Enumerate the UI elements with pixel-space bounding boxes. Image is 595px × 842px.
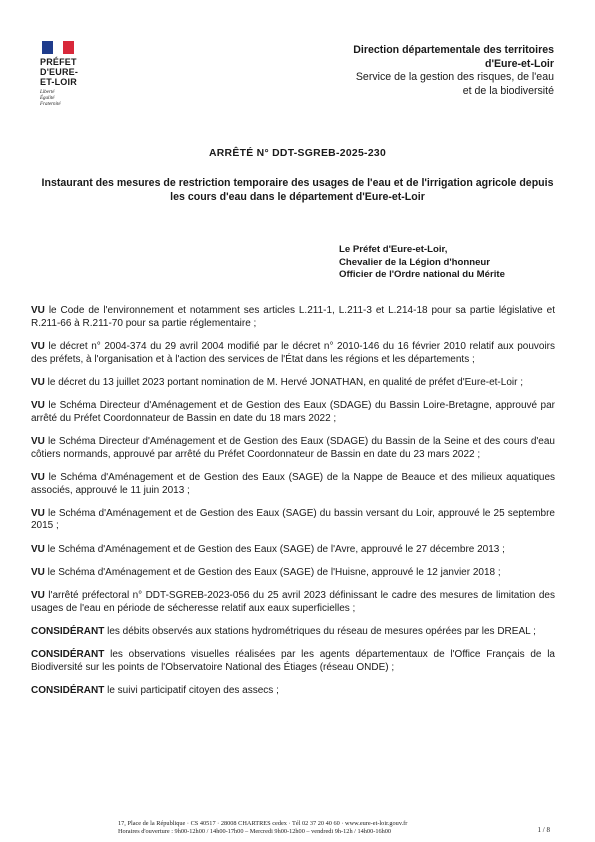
keyword: CONSIDÉRANT — [31, 649, 105, 661]
visa-paragraph — [31, 341, 555, 366]
arrete-subject: Instaurant des mesures de restriction temporaire des usages de l'eau et de l'irrigation agricole depuis les cours d'eau dans le département d'Eure-et-Loir — [41, 177, 554, 203]
prefet-line: Chevalier de la Légion d'honneur — [339, 256, 491, 268]
paragraph-text: le Schéma d'Aménagement et de Gestion des Eaux (SAGE) de l'Avre, approuvé le 27 décembre 2013 ; — [44, 543, 505, 555]
service-line: Service de la gestion des risques, de l'eau — [355, 71, 554, 83]
prefecture-logo — [40, 41, 100, 108]
visa-paragraph — [31, 544, 555, 557]
motto-line: Liberté — [40, 90, 55, 95]
paragraph-text: le Schéma Directeur d'Aménagement et de Gestion des Eaux (SDAGE) du Bassin de la Seine et des cours d'eau côtiers normands, approuvé par arrêté du Préfet Coordonnateur de Bassin en date du 23 mars 2022 ; — [31, 435, 555, 460]
paragraph-text: les observations visuelles réalisées par les agents départementaux de l'Office Français de la Biodiversité sur les points de l'Observatoire National des Étiages (réseau ONDE) ; — [31, 649, 555, 673]
prefet-block — [339, 244, 505, 282]
motto-line: Fraternité — [40, 102, 61, 107]
paragraph-text: les débits observés aux stations hydrométriques du réseau de mesures opérées par les DREAL ; — [104, 625, 536, 637]
keyword: VU — [31, 543, 45, 555]
visa-paragraph — [31, 472, 555, 497]
arrete-title: ARRÊTÉ N° DDT-SGREB-2025-230 — [208, 148, 387, 159]
keyword: VU — [31, 435, 45, 447]
paragraph-text: le Schéma d'Aménagement et de Gestion des Eaux (SAGE) de l'Huisne, approuvé le 12 janvier 2018 ; — [44, 566, 501, 578]
considerant-paragraph — [31, 685, 555, 698]
marianne-flag-icon — [42, 41, 74, 54]
logo-line: D'EURE- — [40, 67, 79, 77]
paragraph-text: le Schéma d'Aménagement et de Gestion des Eaux (SAGE) du bassin versant du Loir, approuvé le 25 septembre 2015 ; — [31, 507, 555, 532]
keyword: VU — [31, 566, 45, 578]
paragraph-text: le Schéma Directeur d'Aménagement et de Gestion des Eaux (SDAGE) du Bassin Loire-Bretagne, approuvé par arrêté du Préfet Coordonnateur de Bassin en date du 18 mars 2022 ; — [31, 400, 555, 424]
keyword: VU — [31, 340, 45, 352]
considerant-paragraph — [31, 649, 555, 674]
visa-paragraph — [31, 590, 555, 615]
visa-paragraph — [31, 400, 555, 425]
visa-paragraph — [31, 305, 555, 330]
paragraph-text: le Schéma d'Aménagement et de Gestion des Eaux (SAGE) de la Nappe de Beauce et des milieux aquatiques associés, approuvé le 11 juin 2013 ; — [31, 471, 555, 496]
logo-text — [40, 57, 100, 87]
keyword: VU — [31, 590, 45, 602]
visa-paragraph — [31, 436, 555, 461]
considerant-paragraph — [31, 626, 555, 639]
service-line: Direction départementale des territoires — [353, 44, 554, 56]
service-line: d'Eure-et-Loir — [484, 57, 554, 70]
prefet-line: Officier de l'Ordre national du Mérite — [339, 269, 505, 280]
logo-line: PRÉFET — [40, 57, 77, 67]
page-number: 1 / 8 — [537, 826, 550, 834]
footer-address: 17, Place de la République · CS 40517 · 28008 CHARTRES cedex · Tél 02 37 20 40 60 · www.eure-et-loir.gouv.fr — [118, 820, 408, 827]
visa-paragraph — [31, 567, 555, 580]
keyword: VU — [31, 507, 45, 519]
keyword: CONSIDÉRANT — [31, 685, 105, 697]
motto — [40, 90, 100, 108]
paragraph-text: le décret n° 2004-374 du 29 avril 2004 modifié par le décret n° 2010-146 du 16 février 2010 relatif aux pouvoirs des préfets, à l'organisation et à l'action des services de l'État dans les régions et les départements ; — [31, 340, 555, 365]
keyword: VU — [31, 400, 45, 412]
keyword: VU — [31, 376, 45, 388]
footer-hours: Horaires d'ouverture : 9h00-12h00 / 14h00-17h00 – Mercredi 9h00-12h00 – vendredi 9h-12h / 14h00-16h00 — [118, 828, 392, 835]
paragraph-text: l'arrêté préfectoral n° DDT-SGREB-2023-056 du 25 avril 2023 définissant le cadre des mesures de limitation des usages de l'eau en période de sécheresse relatif aux eaux superficielles ; — [31, 590, 555, 614]
keyword: VU — [31, 305, 45, 316]
prefet-line: Le Préfet d'Eure-et-Loir, — [339, 244, 448, 255]
visa-paragraph — [31, 508, 555, 533]
keyword: VU — [31, 471, 45, 483]
service-header — [353, 44, 554, 98]
visa-paragraph — [31, 377, 555, 390]
motto-line: Égalité — [40, 96, 55, 101]
document-body — [31, 295, 555, 708]
paragraph-text: le suivi participatif citoyen des assecs ; — [104, 685, 279, 697]
logo-line: ET-LOIR — [40, 77, 77, 87]
paragraph-text: le Code de l'environnement et notamment ses articles L.211-1, L.211-3 et L.214-18 pour sa partie législative et R.211-66 à R.211-70 pour sa partie réglementaire ; — [31, 305, 555, 329]
paragraph-text: le décret du 13 juillet 2023 portant nomination de M. Hervé JONATHAN, en qualité de préfet d'Eure-et-Loir ; — [44, 376, 523, 388]
service-line: et de la biodiversité — [462, 84, 554, 97]
keyword: CONSIDÉRANT — [31, 625, 105, 637]
